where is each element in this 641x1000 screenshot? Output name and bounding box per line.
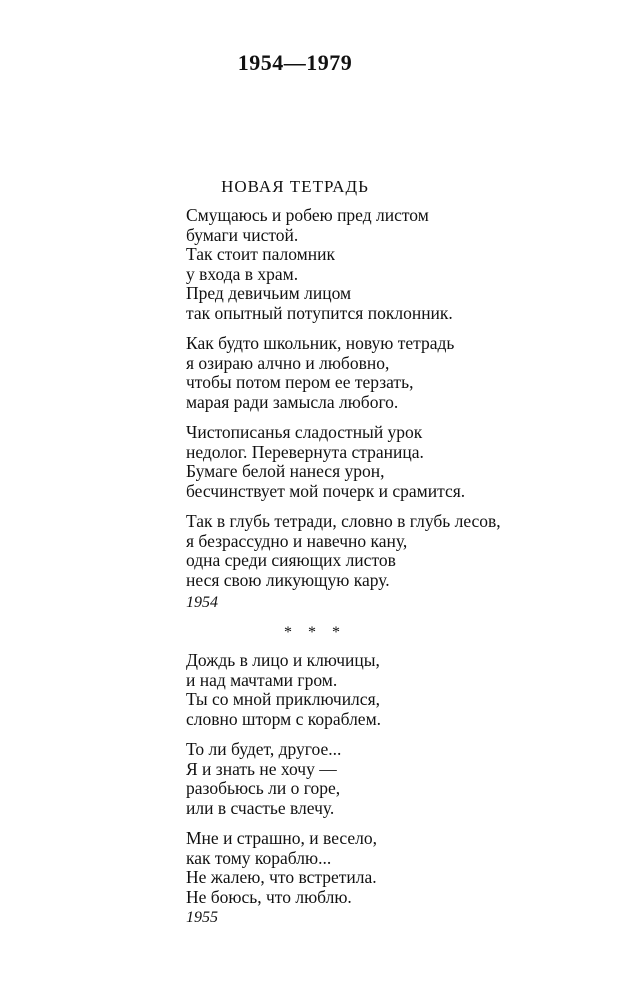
poem-line: так опытный потупится поклонник. (186, 302, 453, 323)
poem-line: Так в глубь тетради, словно в глубь лесов, (186, 511, 501, 531)
stanza (186, 206, 501, 323)
poem-line: неся свою ликующую кару. (186, 569, 390, 590)
poem-line: или в счастье влечу. (186, 797, 335, 818)
poem-line: Мне и страшно, и весело, (186, 828, 378, 848)
poem-line: разобьюсь ли о горе, (186, 778, 341, 798)
poem-line: и над мачтами гром. (186, 669, 338, 690)
poem-line: Пред девичьим лицом (186, 283, 352, 303)
stanza (186, 651, 381, 729)
poem-date: 1954 (186, 594, 218, 611)
poem-line: Не жалею, что встретила. (186, 867, 377, 887)
stanza (186, 512, 501, 590)
stanza (186, 423, 501, 501)
poem-line: у входа в храм. (186, 263, 299, 284)
poem-line: Не боюсь, что люблю. (186, 886, 352, 907)
poem-line: марая ради замысла любого. (186, 391, 399, 412)
poem-line: чтобы потом пером ее терзать, (186, 372, 414, 392)
poem-line: Так стоит паломник (186, 244, 335, 264)
poem-title: НОВАЯ ТЕТРАДЬ (221, 177, 369, 196)
stanza (186, 829, 381, 907)
poem-line: недолог. Перевернута страница. (186, 441, 424, 462)
poem-line: словно шторм с кораблем. (186, 708, 382, 729)
poem-line: бумаги чистой. (186, 224, 299, 245)
poem-line: Я и знать не хочу — (186, 758, 337, 779)
section-separator: * * * (284, 624, 346, 641)
stanza (186, 334, 501, 412)
poem-line: Дождь в лицо и ключицы, (186, 650, 380, 670)
poem-line: Бумаге белой нанеся урон, (186, 461, 385, 481)
poem-date: 1955 (186, 909, 218, 926)
poem-line: я безрассудно и навечно кану, (186, 530, 408, 551)
poem-body (186, 206, 501, 590)
poem-line: одна среди сияющих листов (186, 550, 396, 570)
poem-line: Чистописанья сладостный урок (186, 422, 423, 442)
poem-line: Ты со мной приключился, (186, 689, 380, 709)
poem-line: То ли будет, другое... (186, 739, 342, 759)
section-title: 1954—1979 (237, 50, 353, 75)
poem-line: бесчинствует мой почерк и срамится. (186, 480, 466, 501)
poem-body (186, 651, 381, 907)
poem-line: Как будто школьник, новую тетрадь (186, 333, 455, 353)
poem-line: Смущаюсь и робею пред листом (186, 205, 429, 225)
stanza (186, 740, 381, 818)
poem-line: как тому кораблю... (186, 847, 332, 868)
poem-line: я озираю алчно и любовно, (186, 352, 390, 373)
